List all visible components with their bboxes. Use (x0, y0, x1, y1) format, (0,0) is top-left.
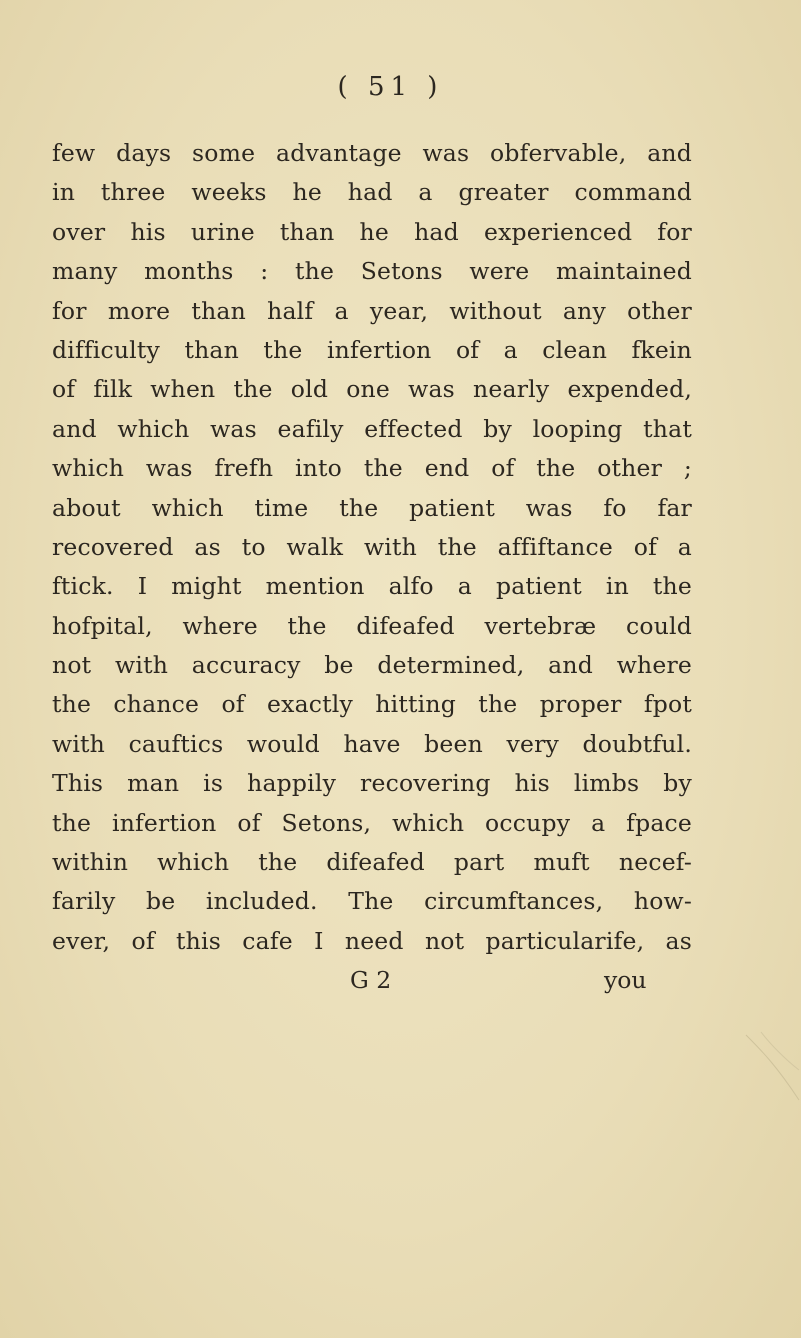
body-text (52, 134, 692, 961)
text-line: within which the difeafed part muft necef- (52, 848, 692, 877)
text-line: which was frefh into the end of the other ; (52, 454, 692, 483)
paper-crease (741, 1030, 801, 1110)
text-line: many months : the Setons were maintained (52, 257, 692, 286)
catchword: you (604, 966, 647, 994)
page-number: ( 51 ) (337, 72, 444, 102)
text-line: for more than half a year, without any other (52, 296, 692, 325)
text-line: few days some advantage was obfervable, and (52, 139, 692, 167)
text-line: about which time the patient was fo far (52, 493, 692, 522)
text-line: hofpital, where the difeafed vertebræ could (52, 611, 692, 640)
text-line: with cauftics would have been very doubtful. (52, 729, 692, 758)
text-line: of filk when the old one was nearly expended, (52, 375, 692, 404)
text-line: in three weeks he had a greater command (52, 178, 692, 207)
text-line: the infertion of Setons, which occupy a fpace (52, 808, 692, 837)
text-line: the chance of exactly hitting the proper fpot (52, 690, 692, 719)
text-line: difficulty than the infertion of a clean fkein (52, 335, 692, 364)
text-line: and which was eafily effected by looping that (52, 414, 692, 443)
signature-mark: G 2 (350, 966, 392, 994)
text-line: over his urine than he had experienced for (52, 217, 692, 246)
catch-line (0, 960, 801, 1000)
text-line: ever, of this cafe I need not particularife, as (52, 926, 692, 955)
text-line: not with accuracy be determined, and where (52, 651, 692, 680)
text-line: ftick. I might mention alfo a patient in the (52, 572, 692, 601)
text-line: recovered as to walk with the affiftance of a (52, 532, 692, 561)
text-line: farily be included. The circumftances, how- (52, 887, 692, 916)
text-line: This man is happily recovering his limbs by (52, 769, 692, 798)
